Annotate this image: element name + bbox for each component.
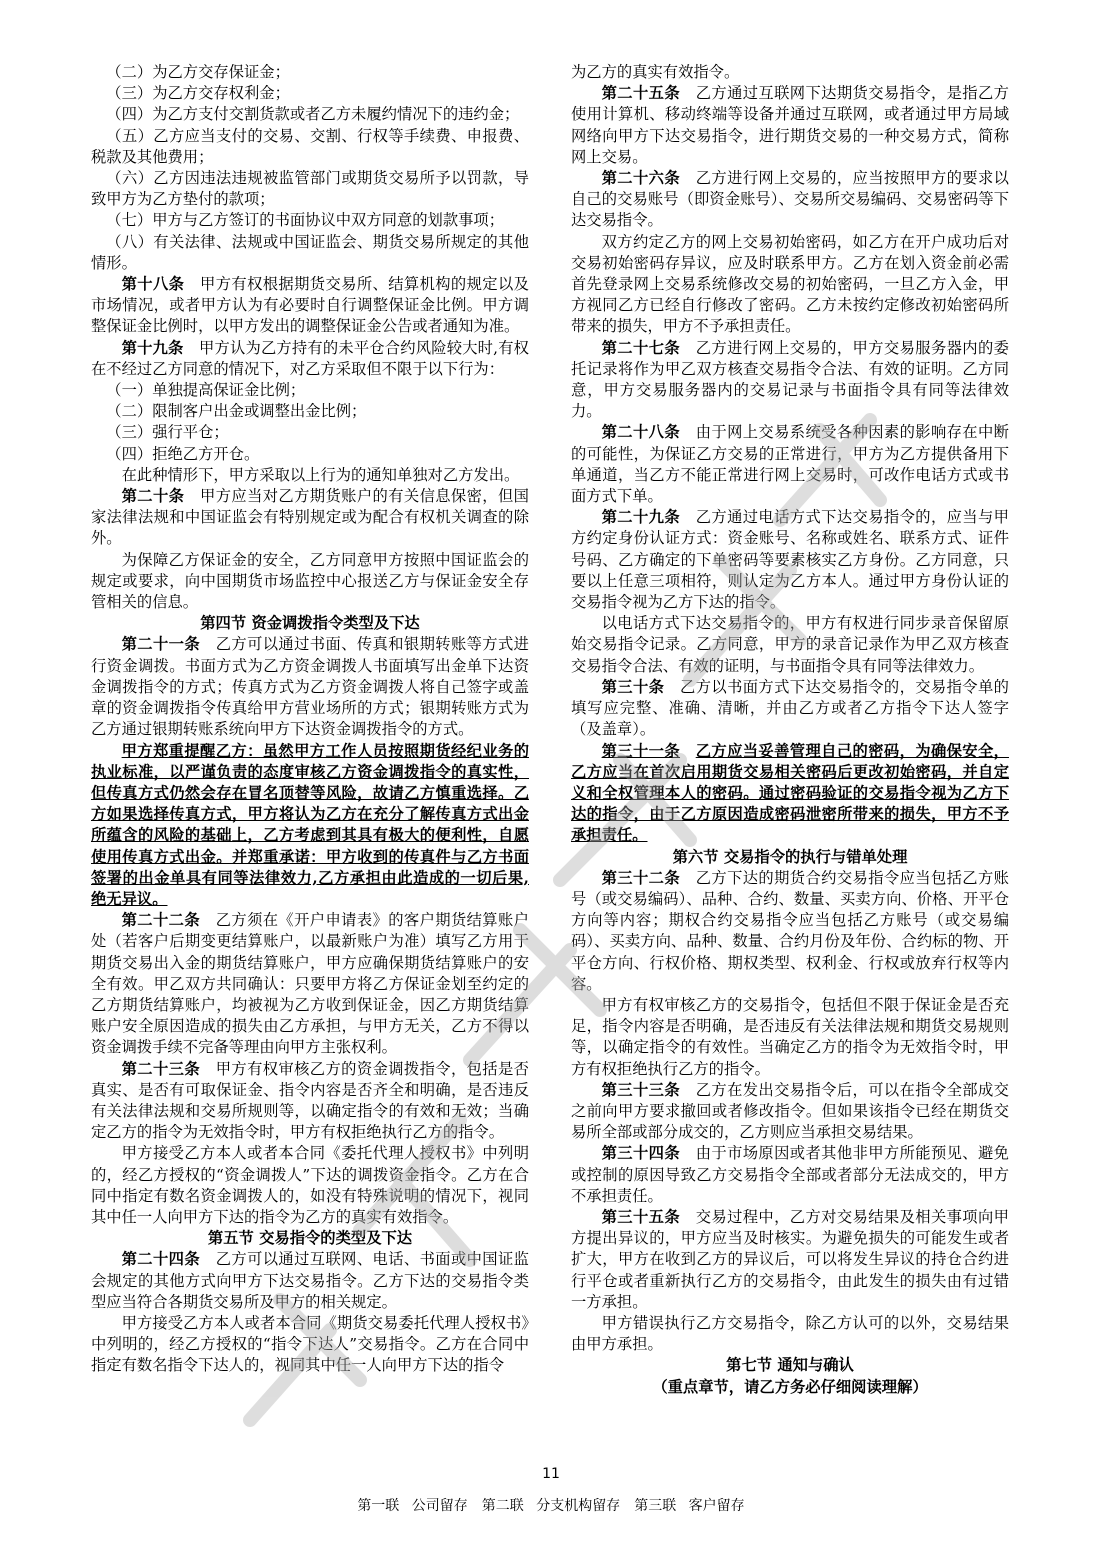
article-text: 乙方进行网上交易的，应当按照甲方的要求以自己的交易账号（即资金账号）、交易所交易编码、交易密码等下达交易指令。: [571, 169, 1009, 230]
article-paragraph: [91, 1249, 529, 1313]
article-number: 第二十九条: [601, 508, 681, 527]
section-heading: 第四节 资金调拨指令类型及下达: [200, 614, 420, 633]
list-item: （二）为乙方交存保证金；: [106, 63, 290, 81]
list-item: （五）乙方应当支付的交易、交割、行权等手续费、申报费、税款及其他费用；: [91, 126, 529, 166]
section-heading: （重点章节，请乙方务必仔细阅读理解）: [652, 1377, 928, 1396]
article-paragraph: [571, 1080, 1009, 1144]
article-number: 第三十五条: [601, 1207, 681, 1226]
article-text: 乙方可以通过书面、传真和银期转账等方式进行资金调拨。书面方式为乙方资金调拨人书面填写出金单下达资金调拨指令的方式；传真方式为乙方资金调拨人将自己签字或盖章的资金调拨指令传真给甲方营业场所的方式；银期转账方式为乙方通过银期转账系统向甲方下达资金调拨指令的方式。: [91, 635, 529, 739]
article-number: 第二十条: [121, 487, 185, 506]
article-number: 第二十六条: [601, 169, 681, 188]
article-number: 第三十一条: [601, 741, 681, 760]
article-text: 由于市场原因或者其他非甲方所能预见、避免或控制的原因导致乙方交易指令全部或者部分无法成交的，甲方不承担责任。: [571, 1144, 1009, 1205]
article-paragraph: [91, 910, 529, 1058]
list-item: （三）为乙方交存权利金；: [106, 84, 290, 103]
article-paragraph: [91, 486, 529, 550]
paragraph: 双方约定乙方的网上交易初始密码，如乙方在开户成功后对交易初始密码存异议，应及时联系甲方。乙方在划入资金前必需首先登录网上交易系统修改交易的初始密码，一旦乙方入金，甲方视同乙方已经自行修改了密码。乙方未按约定修改初始密码所带来的损失，甲方不予承担责任。: [571, 232, 1009, 336]
article-text: 乙方应当妥善管理自己的密码，为确保安全，乙方应当在首次启用期货交易相关密码后更改初始密码，并自定义和全权管理本人的密码。通过密码验证的交易指令视为乙方下达的指令，由于乙方原因造成密码泄密所带来的损失，甲方不予承担责任。: [571, 741, 1009, 845]
list-item: （一）单独提高保证金比例；: [106, 381, 306, 400]
article-number: 第二十七条: [601, 338, 681, 357]
paragraph-continuation: 为乙方的真实有效指令。: [571, 63, 740, 81]
article-number: 第三十二条: [601, 868, 681, 887]
article-text: 甲方有权审核乙方的资金调拨指令，包括是否真实、是否有可取保证金、指令内容是否齐全和明确，是否违反有关法律法规和交易所规则等，以确定指令的有效和无效；当确定乙方的指令为无效指令时，甲方有权拒绝执行乙方的指令。: [91, 1059, 529, 1142]
article-text: 乙方通过互联网下达期货交易指令，是指乙方使用计算机、移动终端等设备并通过互联网，或者通过甲方局域网络向甲方下达交易指令，进行期货交易的一种交易方式，简称网上交易。: [571, 84, 1009, 166]
article-paragraph: [571, 741, 1009, 847]
article-text: 乙方在发出交易指令后，可以在指令全部成交之前向甲方要求撤回或者修改指令。但如果该指令已经在期货交易所全部或部分成交的，乙方则应当承担交易结果。: [571, 1080, 1009, 1142]
article-paragraph: [91, 1059, 529, 1144]
list-item: （七）甲方与乙方签订的书面协议中双方同意的划款事项；: [106, 211, 505, 230]
article-paragraph: [571, 1207, 1009, 1313]
section-heading: 第七节 通知与确认: [726, 1356, 854, 1375]
section-heading: 第五节 交易指令的类型及下达: [207, 1229, 413, 1248]
list-item: （八）有关法律、法规或中国证监会、期货交易所规定的其他情形。: [91, 232, 529, 272]
article-number: 第二十四条: [121, 1250, 201, 1269]
article-number: 第十九条: [121, 338, 184, 357]
article-number: 第三十三条: [601, 1080, 681, 1099]
article-paragraph: [571, 677, 1009, 741]
article-paragraph: [91, 634, 529, 740]
article-text: 乙方进行网上交易的，甲方交易服务器内的委托记录将作为甲乙双方核查交易指令合法、有效的证明。乙方同意，甲方交易服务器内的交易记录与书面指令具有同等法律效力。: [571, 338, 1009, 421]
article-paragraph: [571, 1143, 1009, 1207]
article-text: 乙方下达的期货合约交易指令应当包括乙方账号（或交易编码）、品种、合约、数量、买卖方向、价格、开平仓方向等内容；期权合约交易指令应当包括乙方账号（或交易编码）、买卖方向、品种、数量、合约月份及年份、合约标的物、开平仓方向、行权价格、期权类型、权利金、行权或放弃行权等内容。: [571, 868, 1009, 993]
right-column: [571, 62, 1009, 1398]
list-item: （四）拒绝乙方开仓。: [106, 444, 260, 463]
copy-distribution-note: 第一联 公司留存 第二联 分支机构留存 第三联 客户留存: [357, 1498, 745, 1514]
article-paragraph: [571, 168, 1009, 232]
article-number: 第十八条: [121, 275, 185, 294]
paragraph: 甲方错误执行乙方交易指令，除乙方认可的以外，交易结果由甲方承担。: [571, 1313, 1009, 1354]
warning-paragraph: 甲方郑重提醒乙方：虽然甲方工作人员按照期货经纪业务的执业标准，以严谨负责的态度审核乙方资金调拨指令的真实性，但传真方式仍然会存在冒名顶替等风险，故请乙方慎重选择。乙方如果选择传真方式，甲方将认为乙方在充分了解传真方式出金所蕴含的风险的基础上，乙方考虑到其具有极大的便利性，自愿使用传真方式出金。并郑重承诺：甲方收到的传真件与乙方书面签署的出金单具有同等法律效力,乙方承担由此造成的一切后果,绝无异议。: [91, 741, 529, 908]
article-paragraph: [91, 274, 529, 338]
article-number: 第二十二条: [121, 911, 201, 930]
article-number: 第二十八条: [601, 423, 681, 442]
paragraph: 以电话方式下达交易指令的，甲方有权进行同步录音保留原始交易指令记录。乙方同意，甲方的录音记录作为甲乙双方核查交易指令合法、有效的证明，与书面指令具有同等法律效力。: [571, 614, 1009, 675]
article-number: 第三十条: [601, 677, 665, 696]
list-item: （六）乙方因违法违规被监管部门或期货交易所予以罚款，导致甲方为乙方垫付的款项；: [91, 169, 529, 209]
article-paragraph: [571, 507, 1009, 613]
article-text: 甲方应当对乙方期货账户的有关信息保密，但国家法律法规和中国证监会有特别规定或为配合有权机关调查的除外。: [91, 487, 529, 548]
article-number: 第三十四条: [601, 1144, 681, 1163]
paragraph: 为保障乙方保证金的安全，乙方同意甲方按照中国证监会的规定或要求，向中国期货市场监控中心报送乙方与保证金安全存管相关的信息。: [91, 550, 529, 612]
list-item: （三）强行平仓；: [106, 423, 229, 442]
list-item: （四）为乙方支付交割货款或者乙方未履约情况下的违约金；: [106, 105, 520, 124]
article-paragraph: [571, 83, 1009, 168]
page-number: 11: [542, 1466, 560, 1482]
article-text: 由于网上交易系统受各种因素的影响存在中断的可能性，为保证乙方交易的正常进行，甲方为乙方提供备用下单通道，当乙方不能正常进行网上交易时，可改作电话方式或书面方式下单。: [571, 423, 1009, 506]
article-paragraph: [571, 338, 1009, 423]
article-paragraph: [571, 422, 1009, 507]
article-text: 甲方有权根据期货交易所、结算机构的规定以及市场情况，或者甲方认为有必要时自行调整保证金比例。甲方调整保证金比例时，以甲方发出的调整保证金公告或者通知为准。: [91, 275, 529, 336]
section-heading: 第六节 交易指令的执行与错单处理: [672, 847, 908, 866]
article-paragraph: [571, 868, 1009, 995]
article-number: 第二十一条: [121, 635, 201, 654]
paragraph: 甲方接受乙方本人或者本合同《委托代理人授权书》中列明的，经乙方授权的“资金调拨人”下达的调拨资金指令。乙方在合同中指定有数名资金调拨人的，如没有特殊说明的情况下，视同其中任一人向甲方下达的指令为乙方的真实有效指令。: [91, 1144, 529, 1226]
paragraph: 甲方有权审核乙方的交易指令，包括但不限于保证金是否充足，指令内容是否明确，是否违反有关法律法规和期货交易规则等，以确定指令的有效性。当确定乙方的指令为无效指令时，甲方有权拒绝执行乙方的指令。: [571, 995, 1009, 1078]
article-number: 第二十五条: [601, 84, 681, 103]
article-text: 乙方须在《开户申请表》的客户期货结算账户处（若客户后期变更结算账户，以最新账户为准）填写乙方用于期货交易出入金的期货结算账户，甲方应确保期货结算账户的安全有效。甲乙双方共同确认：只要甲方将乙方保证金划至约定的乙方期货结算账户，均被视为乙方收到保证金，因乙方期货结算账户安全原因造成的损失由乙方承担，与甲方无关，乙方不得以资金调拨手续不完备等理由向甲方主张权利。: [91, 911, 529, 1057]
article-text: 乙方以书面方式下达交易指令的，交易指令单的填写应完整、准确、清晰，并由乙方或者乙方指令下达人签字（及盖章）。: [571, 677, 1009, 739]
article-text: 乙方通过电话方式下达交易指令的，应当与甲方约定身份认证方式：资金账号、名称或姓名、联系方式、证件号码、乙方确定的下单密码等要素核实乙方身份。乙方同意，只要以上任意三项相符，则认定为乙方本人。通过甲方身份认证的交易指令视为乙方下达的指令。: [571, 508, 1009, 612]
paragraph: 在此种情形下，甲方采取以上行为的通知单独对乙方发出。: [121, 465, 520, 484]
article-number: 第二十三条: [121, 1059, 201, 1078]
paragraph: 甲方接受乙方本人或者本合同《期货交易委托代理人授权书》中列明的，经乙方授权的“指令下达人”交易指令。乙方在合同中指定有数名指令下达人的，视同其中任一人向甲方下达的指令: [91, 1313, 529, 1375]
left-column: [91, 62, 529, 1377]
article-text: 交易过程中，乙方对交易结果及相关事项向甲方提出异议的，甲方应当及时核实。为避免损失的可能发生或者扩大，甲方在收到乙方的异议后，可以将发生异议的持仓合约进行平仓或者重新执行乙方的交易指令，由此发生的损失由有过错一方承担。: [571, 1207, 1009, 1311]
article-text: 甲方认为乙方持有的未平仓合约风险较大时,有权在不经过乙方同意的情况下，对乙方采取但不限于以下行为：: [91, 338, 529, 378]
article-text: 乙方可以通过互联网、电话、书面或中国证监会规定的其他方式向甲方下达交易指令。乙方下达的交易指令类型应当符合各期货交易所及甲方的相关规定。: [91, 1250, 529, 1311]
article-paragraph: [91, 338, 529, 380]
list-item: （二）限制客户出金或调整出金比例；: [106, 402, 367, 421]
